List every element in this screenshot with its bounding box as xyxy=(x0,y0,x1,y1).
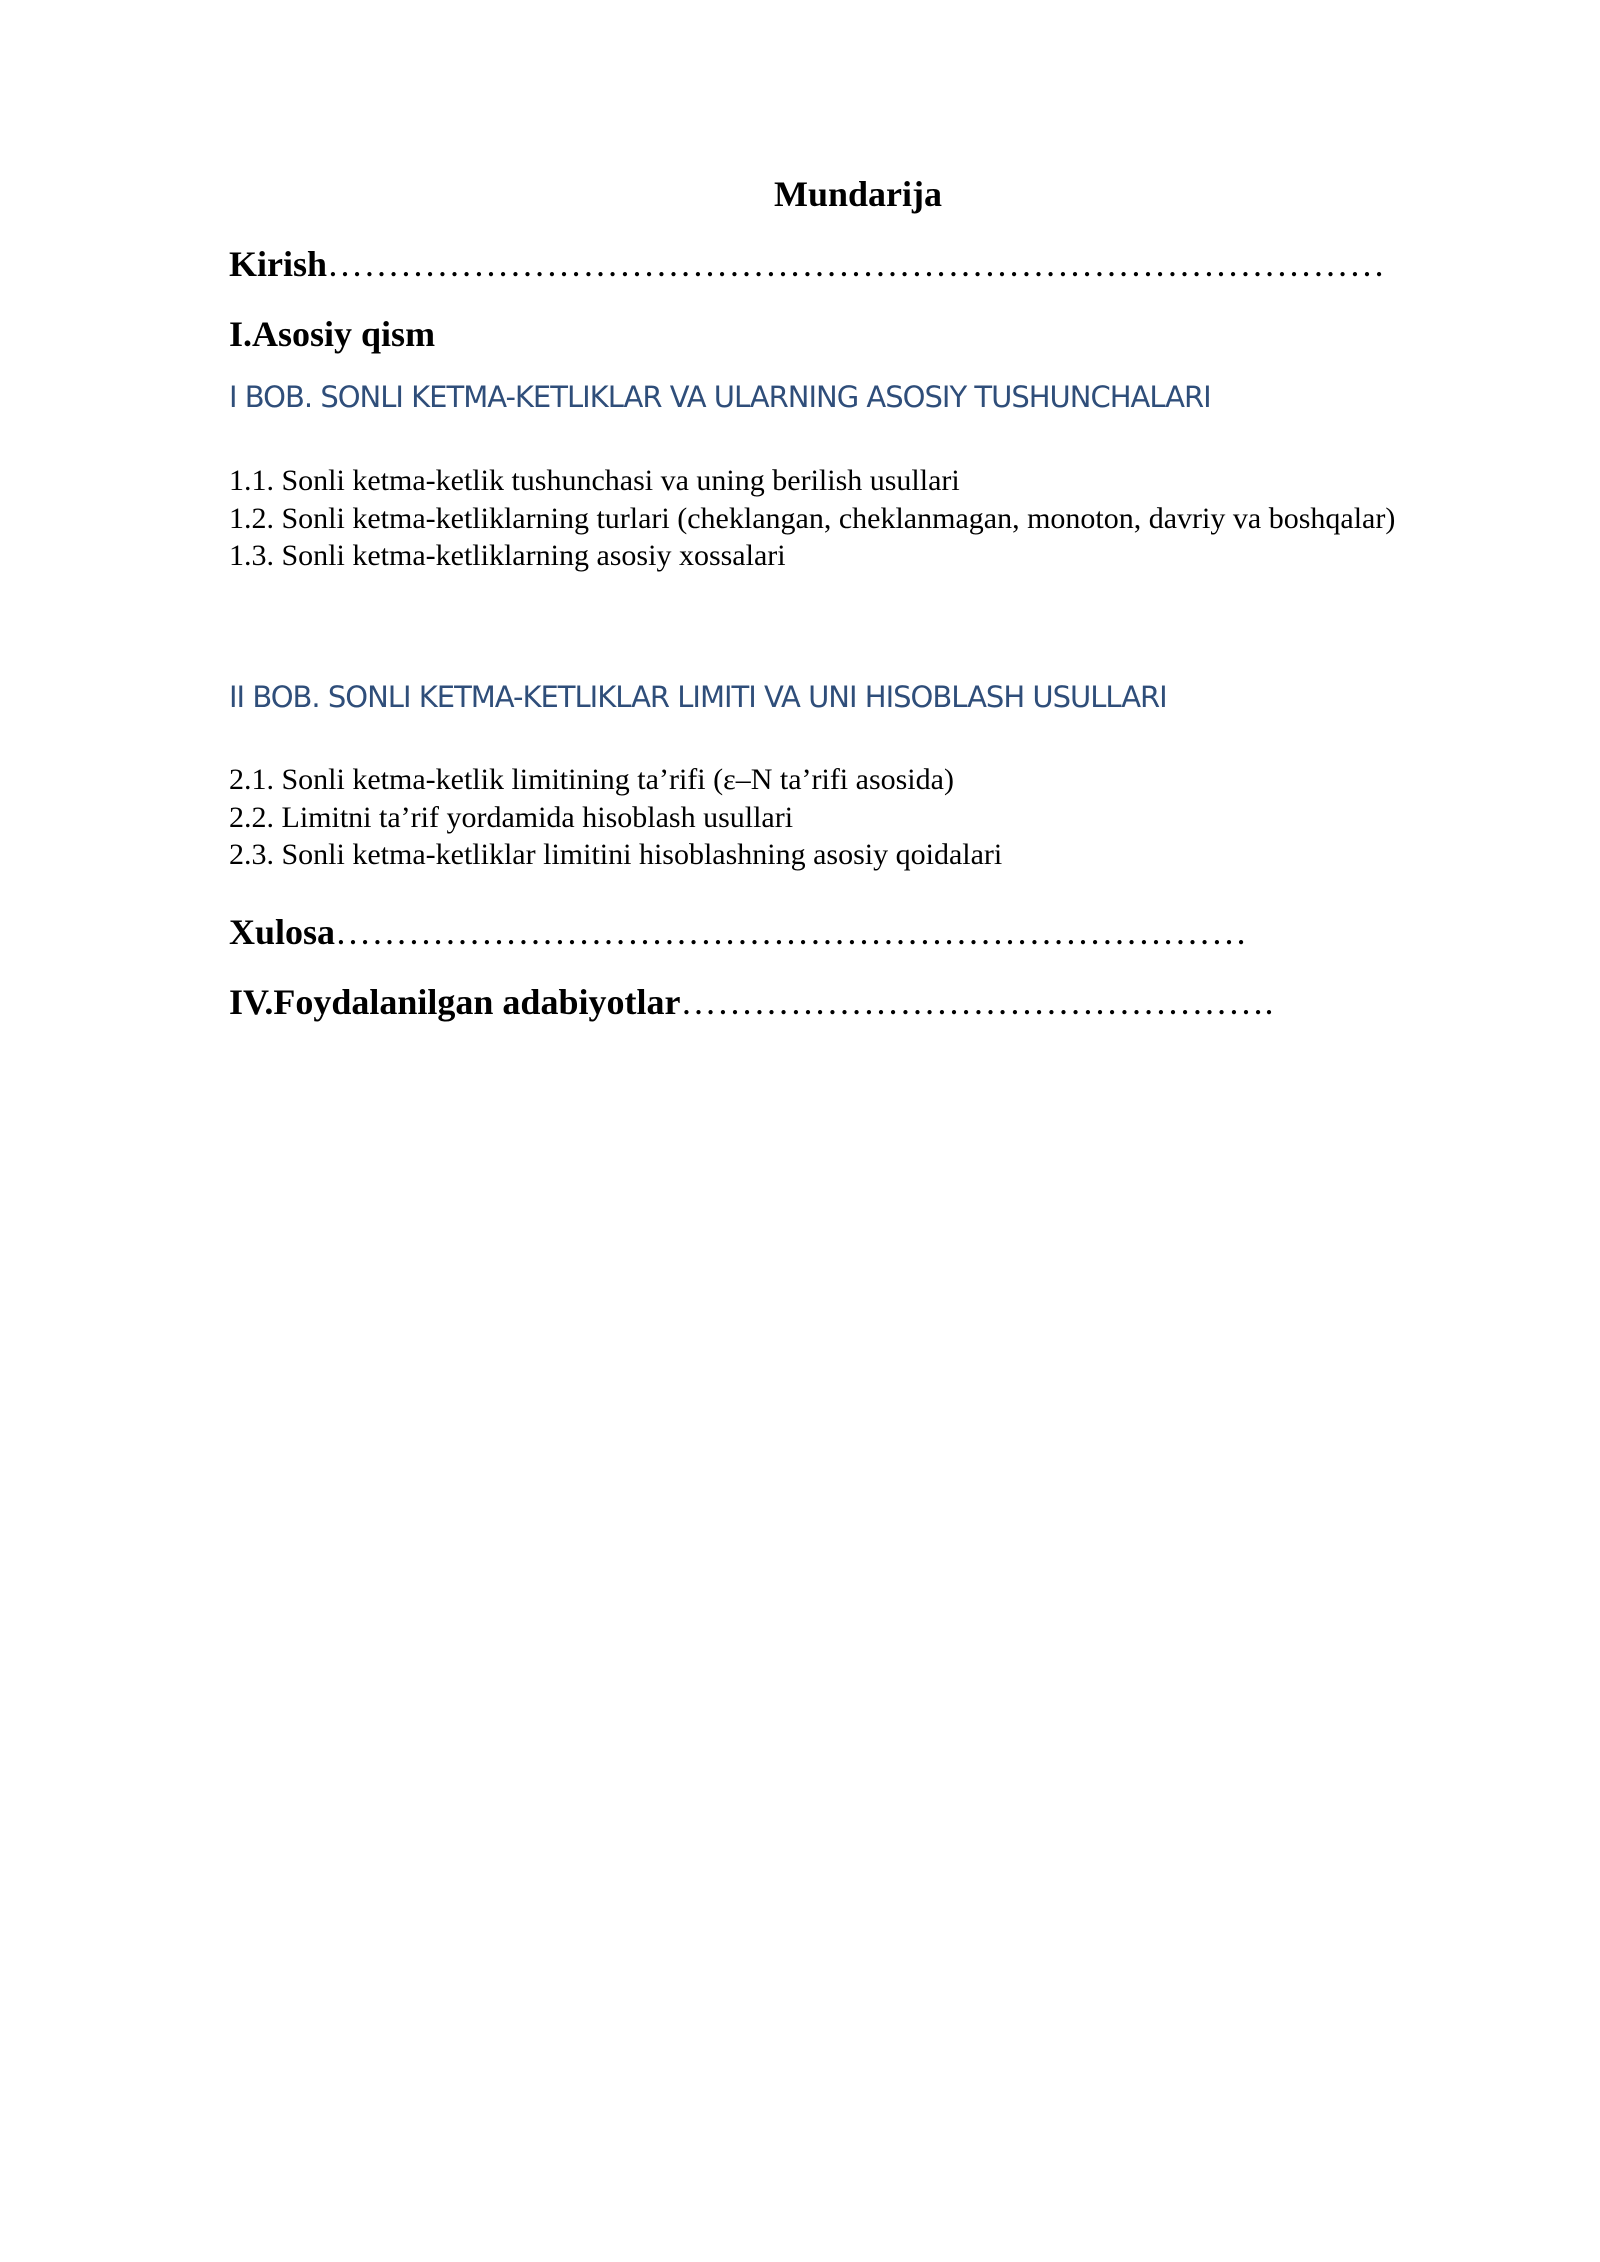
chapter-2-items xyxy=(229,761,1002,874)
toc-entry-main-part xyxy=(229,310,435,358)
toc-subitem: 2.3. Sonli ketma-ketliklar limitini hisoblashning asosiy qoidalari xyxy=(229,838,1003,871)
toc-leader-dots: ………………………………………………………………… xyxy=(335,912,1248,952)
page-title: Mundarija xyxy=(773,174,942,214)
toc-entry-conclusion xyxy=(229,908,1248,956)
toc-leader-dots: …………………………………………………………………………… xyxy=(327,244,1386,284)
chapter-1-items xyxy=(229,462,1395,575)
toc-entry-label: Kirish xyxy=(229,244,328,284)
toc-entry-label: IV.Foydalanilgan adabiyotlar xyxy=(229,982,681,1022)
toc-entry-intro xyxy=(229,240,1386,288)
toc-subitem: 1.2. Sonli ketma-ketliklarning turlari (cheklangan, cheklanmagan, monoton, davriy va boshqalar) xyxy=(229,501,1396,535)
toc-entry-references xyxy=(229,978,1274,1026)
toc-leader-dots: …………………………………………. xyxy=(680,982,1274,1022)
toc-subitem: 2.2. Limitni ta’rif yordamida hisoblash usullari xyxy=(229,800,794,834)
toc-subitem: 1.1. Sonli ketma-ketlik tushunchasi va uning berilish usullari xyxy=(229,464,960,497)
toc-subitem: 1.3. Sonli ketma-ketliklarning asosiy xossalari xyxy=(229,539,786,572)
chapter-1-heading: I BOB. SONLI KETMA-KETLIKLAR VA ULARNING ASOSIY TUSHUNCHALARI xyxy=(229,380,1211,414)
chapter-2-heading: II BOB. SONLI KETMA-KETLIKLAR LIMITI VA UNI HISOBLASH USULLARI xyxy=(229,680,1167,714)
toc-subitem: 2.1. Sonli ketma-ketlik limitining ta’rifi (ε–N ta’rifi asosida) xyxy=(229,763,954,796)
toc-entry-label: Xulosa xyxy=(229,912,336,952)
toc-entry-label: I.Asosiy qism xyxy=(229,314,436,354)
